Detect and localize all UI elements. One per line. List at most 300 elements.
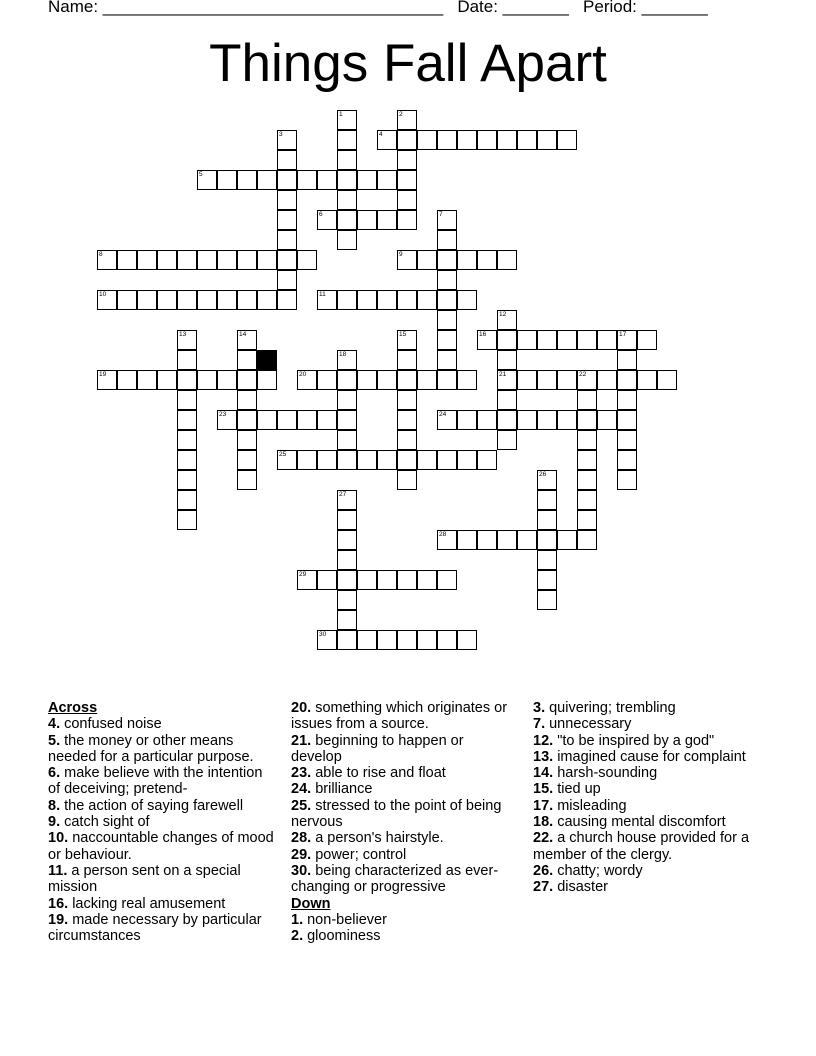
grid-cell[interactable]	[137, 250, 157, 270]
grid-cell[interactable]	[237, 170, 257, 190]
grid-cell[interactable]	[357, 370, 377, 390]
grid-cell[interactable]	[257, 290, 277, 310]
grid-cell[interactable]	[217, 370, 237, 390]
clue-number: 2	[399, 111, 403, 118]
grid-cell[interactable]	[337, 450, 357, 470]
clue-text: harsh-sounding	[553, 765, 658, 782]
grid-cell[interactable]	[417, 630, 437, 650]
grid-cell[interactable]	[497, 350, 517, 370]
clue-text: stressed to the point of being nervous	[291, 797, 502, 831]
grid-cell[interactable]	[437, 250, 457, 270]
grid-cell[interactable]	[277, 170, 297, 190]
grid-cell[interactable]	[557, 330, 577, 350]
grid-cell[interactable]	[537, 130, 557, 150]
grid-cell[interactable]	[497, 530, 517, 550]
clue-number: 11	[319, 291, 326, 298]
grid-cell[interactable]	[637, 330, 657, 350]
grid-cell[interactable]	[177, 290, 197, 310]
grid-cell[interactable]	[257, 250, 277, 270]
grid-cell[interactable]	[597, 370, 617, 390]
grid-cell[interactable]	[377, 170, 397, 190]
clue-text: a church house provided for a member of the clergy.	[533, 830, 750, 863]
grid-cell[interactable]	[157, 290, 177, 310]
grid-cell[interactable]	[477, 410, 497, 430]
grid-cell[interactable]	[357, 170, 377, 190]
grid-cell[interactable]	[177, 510, 197, 530]
grid-cell[interactable]	[297, 410, 317, 430]
worksheet-header: Name: ____________________________________ Date: _______ Period: _______	[48, 0, 708, 16]
grid-cell[interactable]	[137, 290, 157, 310]
grid-cell[interactable]	[397, 430, 417, 450]
grid-cell[interactable]	[377, 450, 397, 470]
across-clue	[48, 733, 278, 766]
grid-cell[interactable]	[617, 410, 637, 430]
clue-text: confused noise	[60, 716, 162, 733]
grid-cell[interactable]	[417, 130, 437, 150]
grid-cell[interactable]	[417, 370, 437, 390]
grid-cell[interactable]	[217, 250, 237, 270]
grid-cell[interactable]	[377, 210, 397, 230]
grid-cell[interactable]	[397, 210, 417, 230]
grid-cell[interactable]	[237, 250, 257, 270]
grid-cell[interactable]	[257, 410, 277, 430]
grid-cell[interactable]	[117, 370, 137, 390]
down-clue	[533, 749, 773, 765]
grid-cell[interactable]	[337, 290, 357, 310]
grid-black-square	[257, 350, 277, 370]
grid-cell[interactable]	[237, 430, 257, 450]
grid-cell[interactable]	[177, 350, 197, 370]
grid-cell[interactable]	[177, 410, 197, 430]
clue-num: 21.	[291, 732, 312, 749]
grid-cell[interactable]	[497, 430, 517, 450]
grid-cell[interactable]	[377, 570, 397, 590]
grid-cell[interactable]	[157, 370, 177, 390]
grid-cell[interactable]	[617, 370, 637, 390]
grid-cell[interactable]	[517, 410, 537, 430]
grid-cell[interactable]	[177, 490, 197, 510]
grid-cell[interactable]	[337, 410, 357, 430]
grid-cell[interactable]	[537, 570, 557, 590]
clue-number: 23	[219, 411, 227, 418]
clue-number: 3	[279, 131, 283, 138]
grid-cell[interactable]	[457, 250, 477, 270]
clue-section-heading: Down	[291, 895, 331, 912]
grid-cell[interactable]	[417, 290, 437, 310]
grid-cell[interactable]	[357, 630, 377, 650]
grid-cell[interactable]	[337, 550, 357, 570]
clue-num: 6.	[48, 765, 61, 782]
grid-cell[interactable]	[357, 210, 377, 230]
clue-num: 2.	[291, 928, 304, 945]
clue-number: 18	[339, 351, 347, 358]
grid-cell[interactable]	[237, 390, 257, 410]
grid-cell[interactable]	[457, 410, 477, 430]
grid-cell[interactable]	[137, 370, 157, 390]
grid-cell[interactable]	[337, 590, 357, 610]
clue-num: 11.	[48, 862, 68, 879]
grid-cell[interactable]	[337, 210, 357, 230]
clue-num: 24.	[291, 781, 312, 798]
grid-cell[interactable]	[337, 510, 357, 530]
across-clue	[48, 896, 278, 912]
grid-cell[interactable]	[277, 270, 297, 290]
grid-cell[interactable]	[357, 450, 377, 470]
grid-cell[interactable]	[317, 410, 337, 430]
grid-cell[interactable]	[397, 570, 417, 590]
grid-cell[interactable]	[237, 290, 257, 310]
clue-number: 20	[299, 371, 307, 378]
clue-num: 20.	[291, 700, 312, 716]
grid-cell[interactable]	[517, 330, 537, 350]
grid-cell[interactable]	[437, 230, 457, 250]
grid-cell[interactable]	[417, 450, 437, 470]
grid-cell[interactable]	[457, 290, 477, 310]
grid-cell[interactable]	[437, 310, 457, 330]
grid-cell[interactable]	[617, 450, 637, 470]
grid-cell[interactable]	[577, 410, 597, 430]
grid-cell[interactable]	[397, 150, 417, 170]
clue-number: 16	[479, 331, 487, 338]
grid-cell[interactable]	[577, 510, 597, 530]
grid-cell[interactable]	[237, 370, 257, 390]
clue-number: 29	[299, 571, 307, 578]
across-clue	[48, 765, 278, 798]
grid-cell[interactable]	[397, 170, 417, 190]
clue-text: lacking real amusement	[68, 895, 226, 912]
clue-text: able to rise and float	[311, 765, 446, 782]
clue-number: 26	[539, 471, 547, 478]
grid-cell[interactable]	[417, 570, 437, 590]
clue-num: 14.	[533, 765, 554, 782]
grid-cell[interactable]	[397, 630, 417, 650]
clue-num: 30.	[291, 862, 312, 879]
grid-cell[interactable]	[397, 410, 417, 430]
grid-cell[interactable]	[617, 390, 637, 410]
clue-text: imagined cause for complaint	[553, 748, 746, 765]
grid-cell[interactable]	[237, 410, 257, 430]
down-clue	[291, 928, 517, 944]
grid-cell[interactable]	[317, 570, 337, 590]
grid-cell[interactable]	[257, 170, 277, 190]
grid-cell[interactable]	[337, 630, 357, 650]
grid-cell[interactable]	[437, 370, 457, 390]
clue-number: 5	[199, 171, 203, 178]
clue-number: 9	[399, 251, 403, 258]
grid-cell[interactable]	[237, 470, 257, 490]
clue-num: 18.	[533, 814, 554, 831]
grid-cell[interactable]	[577, 470, 597, 490]
grid-cell[interactable]	[277, 150, 297, 170]
grid-cell[interactable]	[497, 250, 517, 270]
grid-cell[interactable]	[357, 570, 377, 590]
grid-cell[interactable]	[337, 190, 357, 210]
grid-cell[interactable]	[437, 130, 457, 150]
grid-cell[interactable]	[337, 370, 357, 390]
grid-cell[interactable]	[557, 530, 577, 550]
grid-cell[interactable]	[277, 410, 297, 430]
clue-num: 3.	[533, 700, 546, 716]
grid-cell[interactable]	[577, 390, 597, 410]
grid-cell[interactable]	[397, 450, 417, 470]
across-clue	[48, 798, 278, 814]
grid-cell[interactable]	[277, 190, 297, 210]
across-clue	[48, 830, 278, 863]
clue-number: 14	[239, 331, 247, 338]
grid-cell[interactable]	[197, 370, 217, 390]
clue-num: 15.	[533, 781, 554, 798]
grid-cell[interactable]	[377, 370, 397, 390]
grid-cell[interactable]	[577, 330, 597, 350]
grid-cell[interactable]	[457, 370, 477, 390]
grid-cell[interactable]	[537, 410, 557, 430]
clue-num: 5.	[48, 732, 61, 749]
grid-cell[interactable]	[337, 230, 357, 250]
grid-cell[interactable]	[297, 170, 317, 190]
grid-cell[interactable]	[337, 610, 357, 630]
grid-cell[interactable]	[477, 250, 497, 270]
grid-cell[interactable]	[237, 350, 257, 370]
grid-cell[interactable]	[497, 390, 517, 410]
grid-cell[interactable]	[277, 230, 297, 250]
clue-text: misleading	[553, 797, 627, 814]
grid-cell[interactable]	[337, 530, 357, 550]
grid-cell[interactable]	[177, 250, 197, 270]
clue-text: made necessary by particular circumstances	[48, 911, 262, 945]
grid-cell[interactable]	[557, 410, 577, 430]
clue-text: catch sight of	[60, 814, 150, 831]
grid-cell[interactable]	[377, 290, 397, 310]
page-title: Things Fall Apart	[209, 34, 607, 93]
grid-cell[interactable]	[417, 250, 437, 270]
grid-cell[interactable]	[397, 470, 417, 490]
across-clue	[291, 798, 517, 831]
grid-cell[interactable]	[517, 370, 537, 390]
down-clue	[533, 798, 773, 814]
grid-cell[interactable]	[297, 250, 317, 270]
clue-num: 17.	[533, 797, 554, 814]
grid-cell[interactable]	[257, 370, 277, 390]
clue-number: 27	[339, 491, 347, 498]
grid-cell[interactable]	[437, 570, 457, 590]
grid-cell[interactable]	[477, 130, 497, 150]
grid-cell[interactable]	[317, 450, 337, 470]
grid-cell[interactable]	[637, 370, 657, 390]
grid-cell[interactable]	[397, 130, 417, 150]
clue-number: 13	[179, 331, 187, 338]
grid-cell[interactable]	[437, 330, 457, 350]
grid-cell[interactable]	[157, 250, 177, 270]
clue-num: 23.	[291, 765, 312, 782]
across-clue	[291, 733, 517, 766]
clue-number: 1	[339, 111, 343, 118]
clue-number: 25	[279, 451, 287, 458]
clue-number: 10	[99, 291, 107, 298]
clue-number: 17	[619, 331, 627, 338]
clue-num: 29.	[291, 846, 312, 863]
clues-column-3	[533, 700, 773, 896]
clue-number: 22	[579, 371, 587, 378]
down-clue	[533, 700, 773, 716]
clue-num: 19.	[48, 911, 69, 928]
clue-number: 28	[439, 531, 447, 538]
grid-cell[interactable]	[617, 350, 637, 370]
grid-cell[interactable]	[457, 630, 477, 650]
down-clue	[533, 863, 773, 879]
grid-cell[interactable]	[337, 570, 357, 590]
clue-text: beginning to happen or develop	[291, 732, 464, 765]
clue-text: chatty; wordy	[553, 862, 643, 879]
down-clue	[291, 912, 517, 928]
grid-cell[interactable]	[277, 290, 297, 310]
grid-cell[interactable]	[337, 150, 357, 170]
grid-cell[interactable]	[537, 510, 557, 530]
clue-num: 22.	[533, 830, 554, 847]
grid-cell[interactable]	[237, 450, 257, 470]
grid-cell[interactable]	[197, 250, 217, 270]
clue-number: 30	[319, 631, 327, 638]
grid-cell[interactable]	[497, 330, 517, 350]
grid-cell[interactable]	[457, 130, 477, 150]
grid-cell[interactable]	[517, 530, 537, 550]
grid-cell[interactable]	[557, 130, 577, 150]
grid-cell[interactable]	[617, 430, 637, 450]
grid-cell[interactable]	[177, 430, 197, 450]
clue-num: 16.	[48, 895, 69, 912]
grid-cell[interactable]	[277, 210, 297, 230]
clue-number: 6	[319, 211, 323, 218]
grid-cell[interactable]	[217, 170, 237, 190]
across-clue	[48, 863, 278, 896]
grid-cell[interactable]	[397, 350, 417, 370]
grid-cell[interactable]	[337, 430, 357, 450]
clue-text: unnecessary	[545, 716, 632, 733]
grid-cell[interactable]	[537, 490, 557, 510]
across-clue	[291, 830, 517, 846]
grid-cell[interactable]	[457, 450, 477, 470]
grid-cell[interactable]	[337, 130, 357, 150]
clue-text: causing mental discomfort	[553, 814, 726, 831]
clue-text: naccountable changes of mood or behaviour.	[48, 830, 274, 863]
clue-num: 28.	[291, 830, 312, 847]
grid-cell[interactable]	[337, 390, 357, 410]
grid-cell[interactable]	[517, 130, 537, 150]
clue-num: 10.	[48, 830, 69, 847]
grid-cell[interactable]	[497, 130, 517, 150]
across-clue	[48, 814, 278, 830]
grid-cell[interactable]	[537, 330, 557, 350]
grid-cell[interactable]	[177, 370, 197, 390]
grid-cell[interactable]	[577, 490, 597, 510]
grid-cell[interactable]	[197, 290, 217, 310]
clue-num: 25.	[291, 797, 312, 814]
grid-cell[interactable]	[657, 370, 677, 390]
grid-cell[interactable]	[437, 290, 457, 310]
grid-cell[interactable]	[597, 410, 617, 430]
clue-number: 21	[499, 371, 507, 378]
grid-cell[interactable]	[537, 550, 557, 570]
grid-cell[interactable]	[397, 370, 417, 390]
grid-cell[interactable]	[217, 290, 237, 310]
grid-cell[interactable]	[177, 390, 197, 410]
grid-cell[interactable]	[537, 530, 557, 550]
across-clue	[291, 781, 517, 797]
clue-text: something which originates or issues from a source.	[291, 700, 508, 733]
clue-number: 7	[439, 211, 443, 218]
clue-text: the action of saying farewell	[60, 797, 244, 814]
clue-num: 7.	[533, 716, 546, 733]
grid-cell[interactable]	[177, 470, 197, 490]
grid-cell[interactable]	[477, 450, 497, 470]
down-clue	[533, 781, 773, 797]
grid-cell[interactable]	[117, 290, 137, 310]
across-clue	[291, 847, 517, 863]
grid-cell[interactable]	[537, 590, 557, 610]
grid-cell[interactable]	[437, 350, 457, 370]
clues-column-2	[291, 700, 517, 944]
clue-text: a person's hairstyle.	[311, 830, 444, 847]
grid-cell[interactable]	[537, 370, 557, 390]
clue-number: 24	[439, 411, 447, 418]
grid-cell[interactable]	[317, 370, 337, 390]
grid-cell[interactable]	[577, 530, 597, 550]
down-clue	[533, 733, 773, 749]
clue-num: 4.	[48, 716, 61, 733]
grid-cell[interactable]	[357, 290, 377, 310]
grid-cell[interactable]	[377, 630, 397, 650]
grid-cell[interactable]	[437, 630, 457, 650]
grid-cell[interactable]	[497, 410, 517, 430]
down-clue	[533, 765, 773, 781]
clue-num: 13.	[533, 748, 554, 765]
grid-cell[interactable]	[397, 390, 417, 410]
grid-cell[interactable]	[177, 450, 197, 470]
grid-cell[interactable]	[437, 450, 457, 470]
clue-number: 8	[99, 251, 103, 258]
clue-num: 12.	[533, 732, 554, 749]
grid-cell[interactable]	[397, 290, 417, 310]
clues-column-1	[48, 700, 278, 944]
grid-cell[interactable]	[437, 270, 457, 290]
grid-cell[interactable]	[457, 530, 477, 550]
clue-text: make believe with the intention of deceiving; pretend-	[48, 765, 263, 798]
across-clue	[291, 863, 517, 896]
grid-cell[interactable]	[337, 170, 357, 190]
down-clue	[533, 716, 773, 732]
clue-text: quivering; trembling	[545, 700, 676, 716]
grid-cell[interactable]	[397, 190, 417, 210]
clue-text: tied up	[553, 781, 601, 798]
grid-cell[interactable]	[277, 250, 297, 270]
clue-number: 12	[499, 311, 507, 318]
clue-text: a person sent on a special mission	[48, 862, 241, 896]
grid-cell[interactable]	[557, 370, 577, 390]
clue-number: 19	[99, 371, 107, 378]
grid-cell[interactable]	[317, 170, 337, 190]
grid-cell[interactable]	[577, 450, 597, 470]
across-clue	[48, 912, 278, 945]
clue-text: the money or other means needed for a particular purpose.	[48, 732, 254, 765]
clue-text: non-believer	[303, 911, 387, 928]
grid-cell[interactable]	[297, 450, 317, 470]
grid-cell[interactable]	[597, 330, 617, 350]
grid-cell[interactable]	[477, 530, 497, 550]
grid-cell[interactable]	[117, 250, 137, 270]
grid-cell[interactable]	[617, 470, 637, 490]
grid-cell[interactable]	[577, 430, 597, 450]
clue-text: power; control	[311, 846, 407, 863]
down-clue	[533, 830, 773, 863]
